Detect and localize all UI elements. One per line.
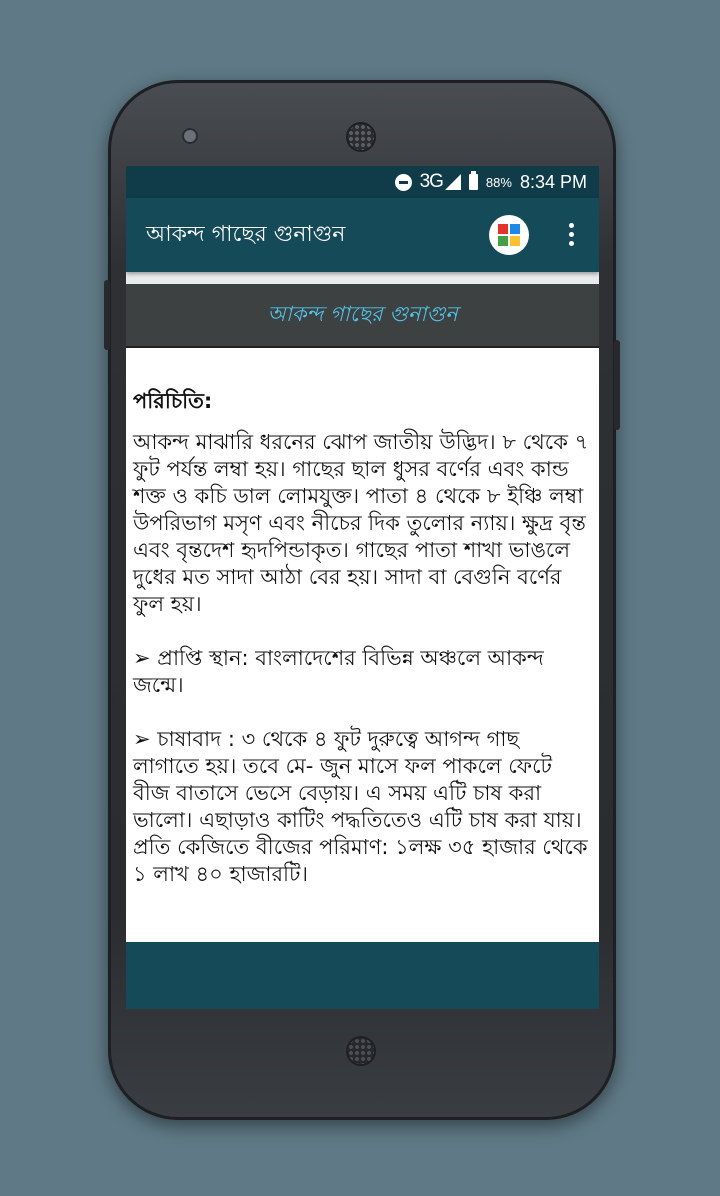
- toolbar-divider: [126, 272, 599, 284]
- more-apps-icon[interactable]: [489, 215, 529, 255]
- article-body[interactable]: [126, 348, 599, 942]
- bottom-banner-area: [126, 942, 599, 1007]
- intro-paragraph: আকন্দ মাঝারি ধরনের ঝোপ জাতীয় উদ্ভিদ। ৮ থেকে ৭ ফুট পর্যন্ত লম্বা হয়। গাছের ছাল ধুসর বর্ণের এবং কান্ড শক্ত ও কচি ডাল লোমযুক্ত। পাতা ৪ থেকে ৮ ইঞ্চি লম্বা উপরিভাগ মসৃণ এবং নীচের দিক তুলোর ন্যায়। ক্ষুদ্র বৃন্ত এবং বৃন্তদেশ হৃদপিন্ডাকৃত। গাছের পাতা শাখা ভাঙলে দুধের মত সাদা আঠা বের হয়। সাদা বা বেগুনি বর্ণের ফুল হয়।: [133, 430, 589, 616]
- status-time: 8:34 PM: [519, 171, 587, 192]
- earpiece-speaker: [346, 122, 376, 152]
- do-not-disturb-icon: [395, 174, 412, 191]
- battery-level: 88%: [485, 174, 512, 190]
- volume-button: [104, 280, 110, 350]
- habitat-paragraph: ➢ প্রাপ্তি স্থান: বাংলাদেশের বিভিন্ন অঞ্চলে আকন্দ জন্মে।: [133, 646, 544, 697]
- bottom-speaker: [346, 1036, 376, 1066]
- status-bar: [126, 166, 599, 198]
- cultivation-paragraph: ➢ চাষাবাদ : ৩ থেকে ৪ ফুট দুরুত্বে আগন্দ গাছ লাগাতে হয়। তবে মে- জুন মাসে ফল পাকলে ফেটে বীজ বাতাসে ভেসে বেড়ায়। এ সময় এটি চাষ করা ভালো। এছাড়াও কাটিং পদ্ধতিতেও এটি চাষ করা যায়। প্রতি কেজিতে বীজের পরিমাণ: ১লক্ষ ৩৫ হাজার থেকে ১ লাখ ৪০ হাজারটি।: [133, 727, 588, 886]
- network-type: 3G: [419, 171, 443, 192]
- toolbar-title: আকন্দ গাছের গুনাগুন: [146, 221, 346, 247]
- device-screen: [126, 166, 599, 1009]
- section-heading: পরিচিতি:: [133, 389, 213, 413]
- overflow-menu-icon[interactable]: [559, 222, 583, 248]
- signal-icon: [445, 174, 461, 190]
- front-camera: [184, 130, 196, 142]
- content-header: [126, 284, 599, 348]
- app-toolbar: [126, 198, 599, 272]
- power-button: [614, 340, 620, 430]
- content-title: আকন্দ গাছের গুনাগুন: [267, 301, 458, 326]
- battery-icon: [469, 174, 478, 190]
